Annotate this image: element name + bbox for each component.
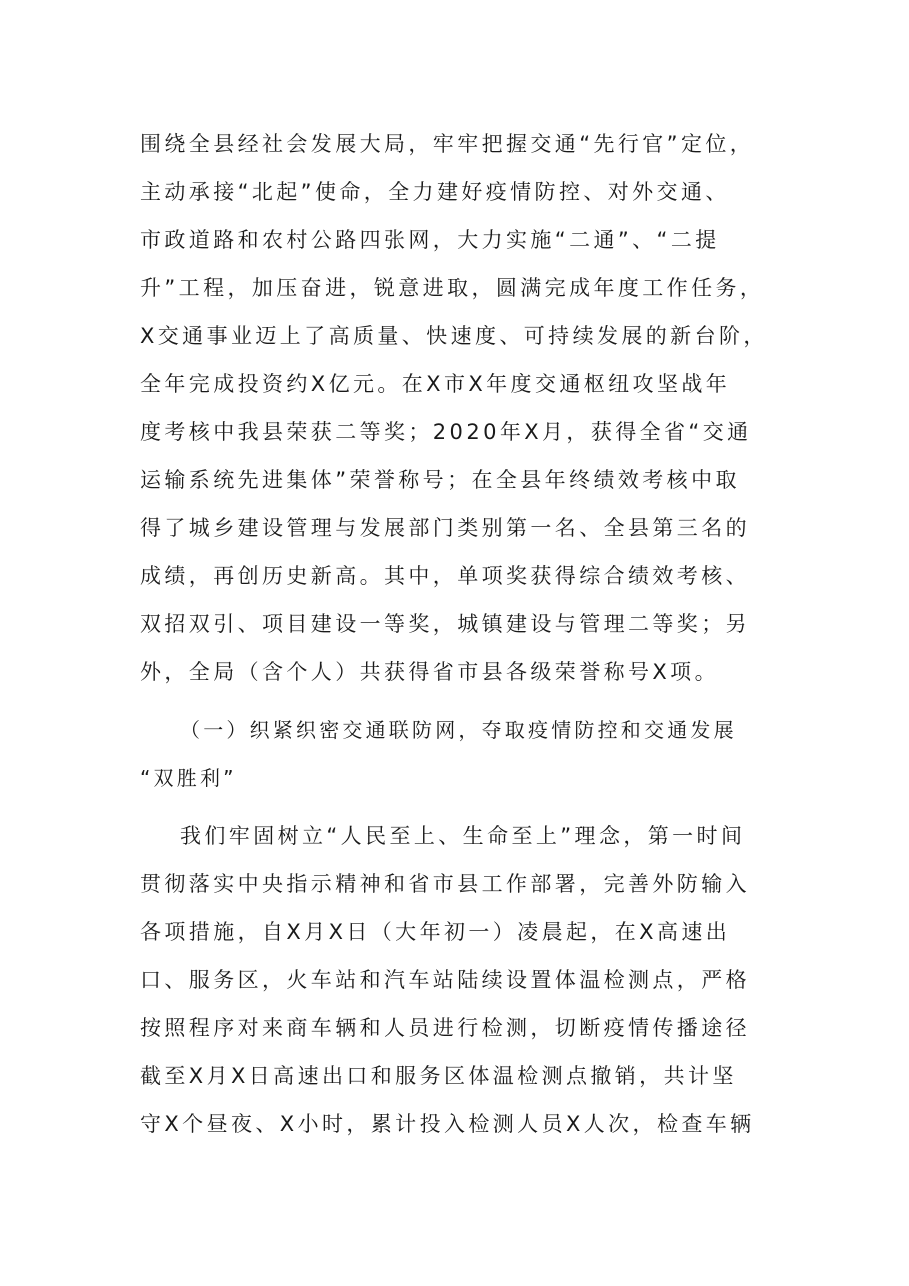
- paragraph-1-line: X交通事业迈上了高质量、快速度、可持续发展的新台阶，: [140, 324, 768, 348]
- paragraph-1-line: 围绕全县经社会发展大局，牢牢把握交通“先行官”定位，: [140, 132, 755, 156]
- paragraph-2-line: 按照程序对来商车辆和人员进行检测，切断疫情传播途径: [140, 1016, 750, 1040]
- section-heading-continued: “双胜利”: [140, 766, 237, 790]
- paragraph-2-line: 各项措施，自X月X日（大年初一）凌晨起，在X高速出: [140, 920, 731, 944]
- paragraph-2-line: 截至X月X日高速出口和服务区体温检测点撤销，共计坚: [140, 1064, 737, 1088]
- paragraph-1-line: 得了城乡建设管理与发展部门类别第一名、全县第三名的: [140, 516, 750, 540]
- paragraph-1-line: 度考核中我县荣获二等奖；2020年X月，获得全省“交通: [140, 420, 752, 444]
- paragraph-1-line: 全年完成投资约X亿元。在X市X年度交通枢纽攻坚战年: [140, 372, 731, 396]
- paragraph-2-line: 口、服务区，火车站和汽车站陆续设置体温检测点，严格: [140, 968, 750, 992]
- paragraph-2-line: 贯彻落实中央指示精神和省市县工作部署，完善外防输入: [140, 872, 750, 896]
- paragraph-1-line: 升”工程，加压奋进，锐意进取，圆满完成年度工作任务，: [140, 276, 765, 300]
- paragraph-1-line: 主动承接“北起”使命，全力建好疫情防控、对外交通、: [140, 180, 730, 204]
- paragraph-2-line: 守X个昼夜、X小时，累计投入检测人员X人次，检查车辆: [140, 1112, 755, 1136]
- paragraph-1-line: 外，全局（含个人）共获得省市县各级荣誉称号X项。: [140, 660, 719, 684]
- paragraph-1-line: 双招双引、项目建设一等奖，城镇建设与管理二等奖；另: [140, 612, 750, 636]
- paragraph-2-line: 我们牢固树立“人民至上、生命至上”理念，第一时间: [180, 824, 746, 848]
- paragraph-1-line: 成绩，再创历史新高。其中，单项奖获得综合绩效考核、: [140, 564, 750, 588]
- paragraph-1-line: 运输系统先进集体”荣誉称号；在全县年终绩效考核中取: [140, 468, 740, 492]
- section-heading: （一）织紧织密交通联防网，夺取疫情防控和交通发展: [180, 718, 737, 742]
- paragraph-1-line: 市政道路和农村公路四张网，大力实施“二通”、“二提: [140, 228, 720, 252]
